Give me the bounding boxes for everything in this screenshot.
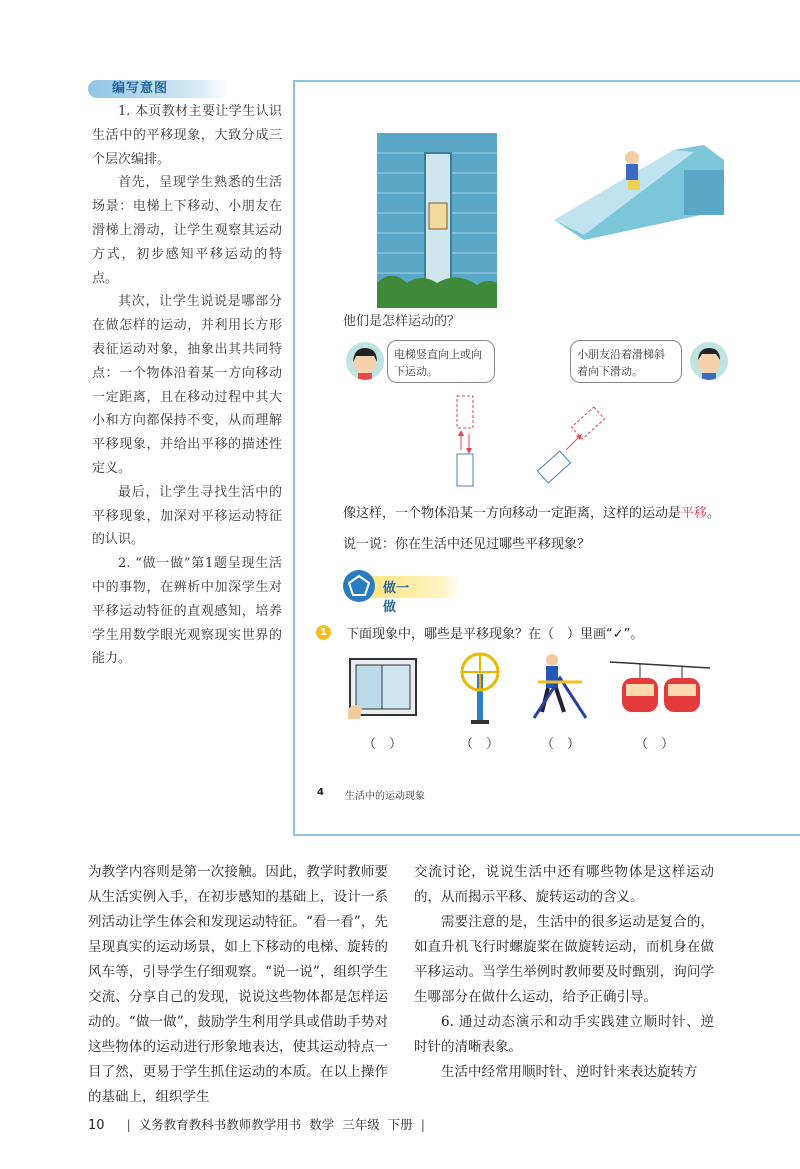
say-prompt: 说一说：你在生活中还见过哪些平移现象？ (343, 537, 591, 552)
body-paragraph: 交流讨论，说说生活中还有哪些物体是这样运动的，从而揭示平移、旋转运动的含义。 (414, 864, 714, 905)
sliding-window-illustration (348, 657, 418, 720)
speech-bubble-right: 小朋友沿着滑梯斜着向下滑动。 (570, 340, 682, 383)
slide-illustration (544, 140, 730, 248)
definition-text: 像这样，一个物体沿某一方向移动一定距离，这样的运动是 (343, 506, 682, 521)
sidebar-paragraph: 2. “做一做”第1题呈现生活中的事物，在辨析中加深学生对平移运动特征的直观感知，培养学生用数学眼光观察现实世界的能力。 (92, 556, 282, 667)
fitness-wheel-illustration (455, 650, 505, 725)
footer-separator: | (126, 1117, 131, 1132)
answer-paren-1[interactable]: （ ） (363, 737, 403, 752)
swing-exerciser-illustration (530, 652, 590, 722)
answer-paren-3[interactable]: （ ） (541, 737, 581, 752)
footer-separator: | (420, 1117, 425, 1132)
do-it-header (343, 570, 415, 615)
sidebar-paragraph: 最后，让学生寻找生活中的平移现象，加深对平移运动特征的认识。 (92, 484, 282, 548)
translation-definition (343, 502, 720, 521)
body-column-left (88, 860, 388, 1110)
body-paragraph: 需要注意的是，生活中的很多运动是复合的，如直升机飞行时螺旋桨在做旋转运动，而机身在做平移运动。当学生举例时教师要及时甄别，询问学生哪部分在做什么运动，给予正确引导。 (414, 914, 714, 1005)
definition-keyword: 平移 (681, 506, 708, 521)
body-paragraph: 为教学内容则是第一次接触。因此，教学时教师要从生活实例入手，在初步感知的基础上，设计一系列活动让学生体会和发现运动特征。“看一看”，先呈现真实的运动场景，如上下移动的电梯、旋转的风车等，引导学生仔细观察。“说一说”，组织学生交流、分享自己的发现，说说这些物体都是怎样运动的。“做一做”，鼓励学生利用学具或借助手势对这些物体的运动进行形象地表达，使其运动特点一目了然，更易于学生抓住运动的本质。在以上操作的基础上，组织学生 (88, 864, 388, 1105)
definition-end: 。 (707, 506, 721, 521)
girl-avatar (346, 342, 384, 380)
task-text: 下面现象中，哪些是平移现象？在（ ）里画“✓”。 (346, 627, 644, 642)
speech-bubble-left: 电梯竖直向上或向下运动。 (387, 340, 495, 383)
footer-grade: 三年级 (342, 1117, 380, 1132)
sidebar-paragraph: 首先，呈现学生熟悉的生活场景：电梯上下移动、小朋友在滑梯上滑动，让学生观察其运动方式，初步感知平移运动的特点。 (92, 175, 282, 286)
panel-page-number: 4 (317, 787, 324, 798)
boy-avatar (690, 342, 728, 380)
footer-volume: 下册 (387, 1117, 413, 1132)
panel-page-title: 生活中的运动现象 (345, 791, 425, 802)
sidebar-tag (88, 80, 228, 98)
footer-page-number: 10 (88, 1118, 105, 1133)
page-footer (88, 1115, 433, 1133)
pentagon-icon (343, 570, 375, 602)
body-paragraph: 生活中经常用顺时针、逆时针来表达旋转方 (441, 1064, 698, 1080)
sidebar-paragraph: 其次，让学生说说是哪部分在做怎样的运动，并利用长方形表征运动对象，抽象出其共同特点：一个物体沿着某一方向移动一定距离，且在移动过程中其大小和方向都保持不变，从而理解平移现象，并给出平移的描述性定义。 (92, 294, 282, 476)
body-paragraph: 6. 通过动态演示和动手实践建立顺时针、逆时针的清晰表象。 (414, 1014, 714, 1055)
footer-subject: 数学 (309, 1117, 335, 1132)
diagonal-translation-diagram (532, 402, 612, 492)
vertical-translation-diagram (445, 392, 485, 492)
do-it-label: 做一做 (383, 581, 410, 615)
question-text: 他们是怎样运动的？ (343, 314, 461, 329)
task-number-badge: 1 (316, 625, 331, 640)
sidebar-paragraph: 1. 本页教材主要让学生认识生活中的平移现象，大致分成三个层次编排。 (92, 104, 282, 167)
answer-paren-4[interactable]: （ ） (635, 737, 675, 752)
footer-book-title: 义务教育教科书教师教学用书 (138, 1117, 302, 1132)
answer-paren-2[interactable]: （ ） (460, 737, 500, 752)
sidebar-text (92, 100, 282, 671)
elevator-building-illustration (377, 133, 497, 308)
sidebar-tag-label: 编写意图 (112, 81, 169, 96)
cable-car-illustration (610, 658, 710, 718)
body-column-right (414, 860, 714, 1085)
